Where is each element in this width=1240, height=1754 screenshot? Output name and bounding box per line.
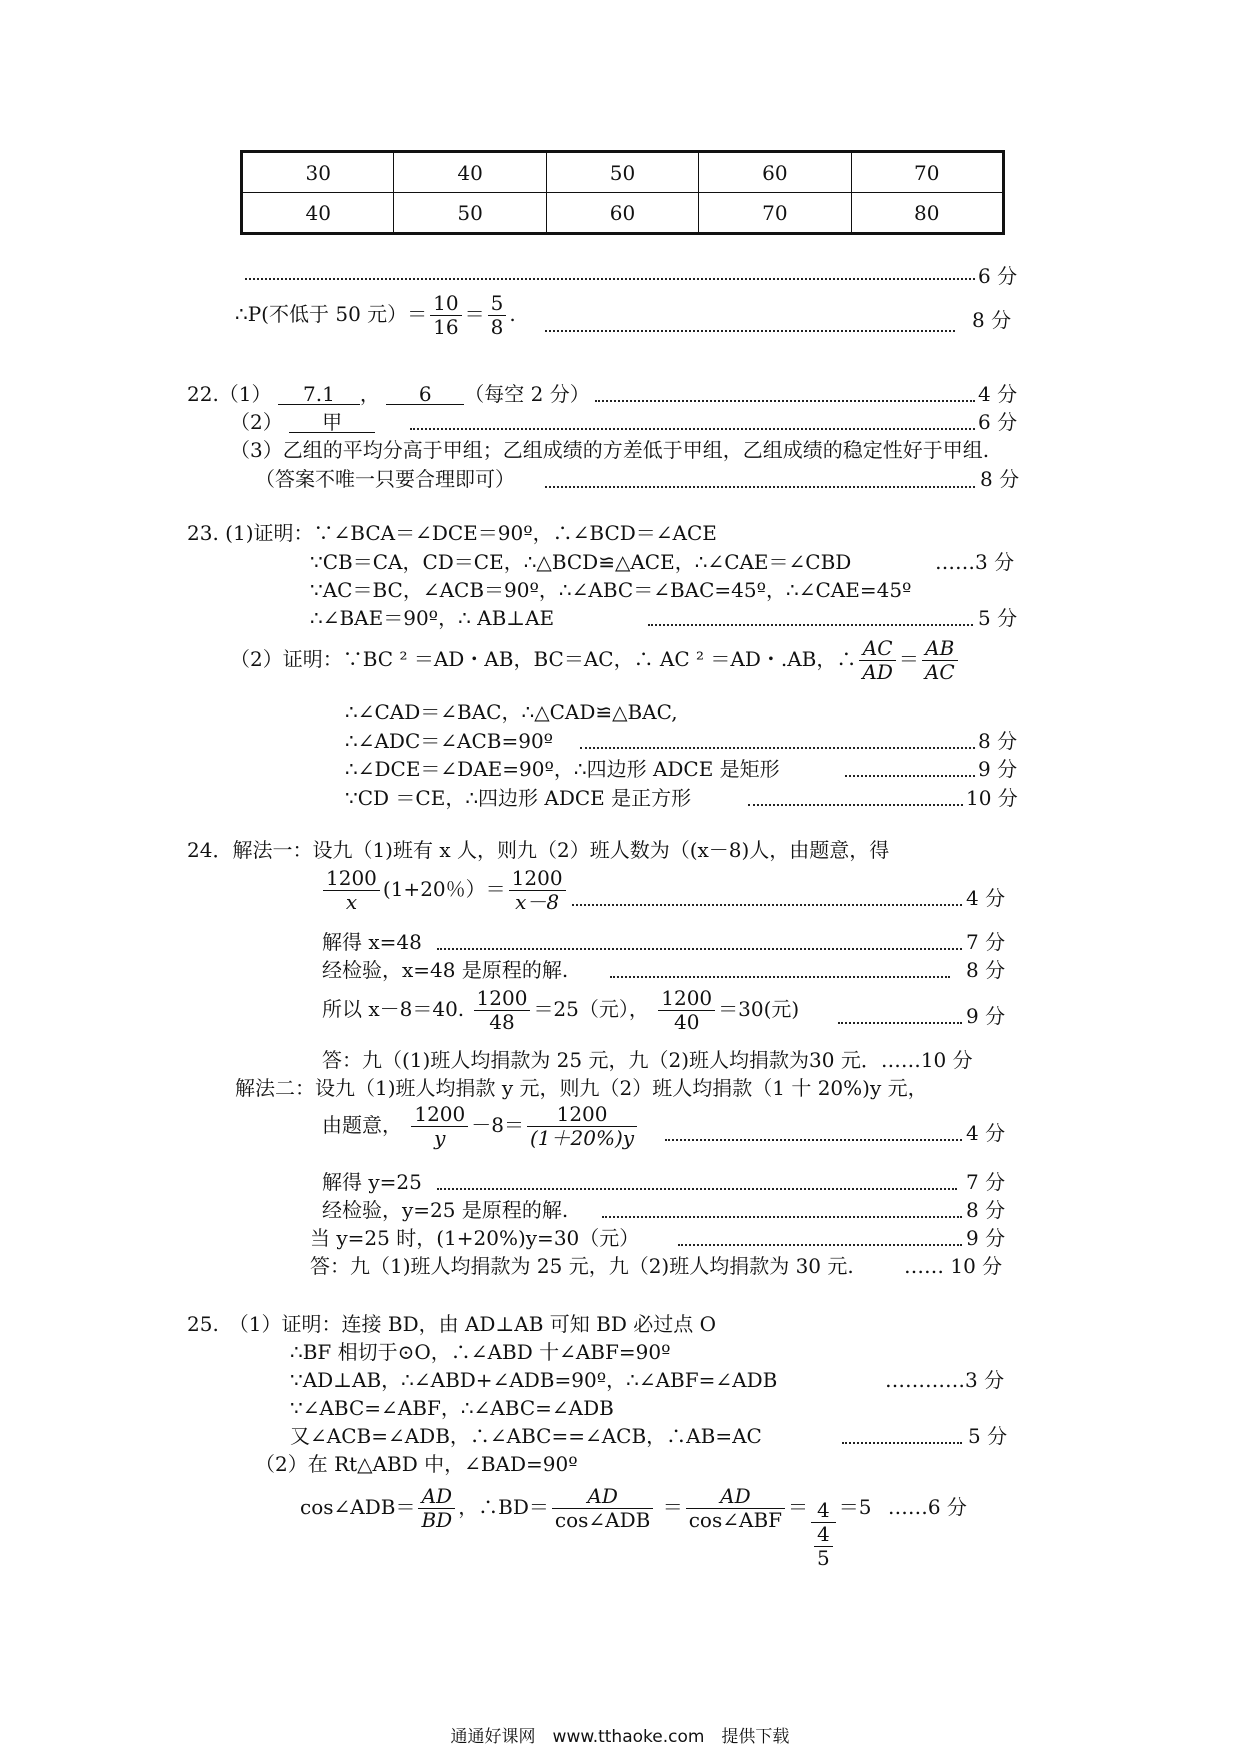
score-label: 7 分 <box>966 1170 1006 1194</box>
answer-blank: 7.1 <box>278 384 360 405</box>
fraction-numerator: 1200 <box>474 987 531 1011</box>
fraction-numerator: 4 <box>814 1523 833 1547</box>
table-cell: 80 <box>851 193 1003 234</box>
fraction <box>418 1485 455 1532</box>
q24-line7: 解法二：设九（1)班人均捐款 y 元，则九（2）班人均捐款（1 十 20%)y 元， <box>235 1076 928 1100</box>
q25-line6: （2）在 Rt△ABD 中，∠BAD=90º <box>255 1452 578 1476</box>
leader-dots <box>602 1216 962 1218</box>
q23-line8: ∴∠DCE＝∠DAE=90º，∴四边形 ADCE 是矩形 <box>345 757 780 781</box>
fraction-denominator: 16 <box>433 315 459 339</box>
fraction <box>552 1485 653 1532</box>
table-cell: 50 <box>394 193 546 234</box>
q24-line11: 当 y=25 时，(1+20%)y=30（元） <box>310 1226 640 1250</box>
footer-text: 通通好课网 www.tthaoke.com 提供下载 <box>450 1727 790 1747</box>
equation-middle: (1+20％）＝ <box>382 877 506 901</box>
leader-dots <box>545 330 955 332</box>
fraction-numerator: 1200 <box>411 1103 468 1127</box>
q24-line4: 经检验，x=48 是原程的解. <box>322 958 569 982</box>
score-label: ……6 分 <box>887 1495 967 1519</box>
part-number: （2） <box>230 410 283 434</box>
table-cell: 70 <box>851 152 1003 193</box>
fraction-denominator: x－8 <box>515 890 560 914</box>
score-label: ……3 分 <box>935 550 1015 574</box>
fraction-numerator: 1200 <box>323 867 380 891</box>
q25-line3: ∵AD⊥AB，∴∠ABD+∠ADB=90º，∴∠ABF=∠ADB <box>290 1368 778 1392</box>
period: . <box>509 302 516 326</box>
q23-part2-line <box>230 637 961 684</box>
q23-line6: ∴∠CAD＝∠BAC，∴△CAD≌△BAC, <box>345 700 678 724</box>
fraction <box>658 987 715 1034</box>
fraction-numerator: 1200 <box>509 867 566 891</box>
q23-line1: 23. (1)证明：∵∠BCA＝∠DCE＝90º，∴∠BCD＝∠ACE <box>187 521 717 545</box>
fraction-denominator: y <box>434 1126 446 1150</box>
equation-middle: ＝25（元）， <box>533 997 649 1021</box>
q23-line7: ∴∠ADC＝∠ACB=90º <box>345 729 554 753</box>
q24-line6: 答：九（(1)班人均捐款为 25 元，九（2)班人均捐款为30 元．……10 分 <box>322 1048 973 1072</box>
q23-line9: ∵CD ＝CE，∴四边形 ADCE 是正方形 <box>345 786 692 810</box>
fraction-denominator: x <box>345 890 358 914</box>
q24-equation1 <box>320 867 569 914</box>
q24-line3: 解得 x=48 <box>322 930 422 954</box>
answer-blank: 6 <box>386 384 464 405</box>
fraction <box>527 1103 637 1150</box>
q25-line5: 又∠ACB=∠ADB，∴∠ABC==∠ACB，∴AB=AC <box>290 1424 762 1448</box>
fraction-numerator: AD <box>720 1484 751 1508</box>
fraction-numerator: 1200 <box>527 1103 637 1127</box>
q23-line3: ∵AC＝BC，∠ACB＝90º，∴∠ABC＝∠BAC=45º，∴∠CAE=45º <box>310 578 912 602</box>
leader-dots <box>748 804 963 806</box>
fraction-denominator <box>811 1523 836 1570</box>
leader-dots <box>610 976 950 978</box>
score-label: 10 分 <box>966 786 1018 810</box>
q24-line9: 解得 y=25 <box>322 1170 422 1194</box>
fraction <box>509 867 566 914</box>
q25-line1: 25. （1）证明：连接 BD，由 AD⊥AB 可知 BD 必过点 O <box>187 1312 716 1336</box>
q25-line7 <box>300 1485 967 1570</box>
fraction-denominator: AD <box>862 660 893 684</box>
q24-line10: 经检验，y=25 是原程的解. <box>322 1198 569 1222</box>
equation-prefix: 所以 x－8＝40. <box>322 997 465 1021</box>
q24-line12: 答：九（1)班人均捐款为 25 元，九（2)班人均捐款为 30 元. <box>310 1254 854 1278</box>
q23-line2: ∵CB＝CA，CD＝CE，∴△BCD≌△ACE，∴∠CAE＝∠CBD <box>310 550 852 574</box>
table-cell: 60 <box>699 152 851 193</box>
score-label: 8 分 <box>980 467 1020 491</box>
equals: ＝ <box>898 647 919 671</box>
leader-dots <box>245 278 975 280</box>
equals: ＝ <box>662 1495 683 1519</box>
q23-line4: ∴∠BAE＝90º，∴ AB⊥AE <box>310 606 555 630</box>
q22-line3: （3）乙组的平均分高于甲组；乙组成绩的方差低于甲组，乙组成绩的稳定性好于甲组. <box>230 438 990 462</box>
q24-line5 <box>322 987 799 1034</box>
score-label: 4 分 <box>978 382 1018 406</box>
leader-dots <box>410 428 975 430</box>
equation-end: ＝5 <box>838 1495 872 1519</box>
fraction-numerator: 4 <box>811 1499 836 1523</box>
leader-dots <box>842 1442 962 1444</box>
fraction-denominator: 48 <box>489 1010 515 1034</box>
answer-table <box>240 150 1005 235</box>
score-label: 9 分 <box>966 1004 1006 1028</box>
probability-line <box>235 292 516 339</box>
q24-line1: 24．解法一：设九（1)班有 x 人，则九（2）班人数为（(x－8)人，由题意，得 <box>187 838 890 862</box>
nested-fraction <box>811 1499 836 1570</box>
fraction-denominator: 5 <box>817 1546 830 1570</box>
table-cell: 50 <box>546 152 698 193</box>
score-label: 6 分 <box>978 264 1018 288</box>
leader-dots <box>648 624 973 626</box>
q24-line8 <box>322 1103 640 1150</box>
fraction-numerator: AB <box>925 636 955 660</box>
answer-blank: 甲 <box>289 412 375 433</box>
fraction <box>411 1103 468 1150</box>
fraction-numerator: AD <box>587 1484 618 1508</box>
leader-dots <box>665 1139 962 1141</box>
leader-dots <box>845 775 975 777</box>
fraction-denominator: 8 <box>490 315 504 339</box>
leader-dots <box>580 747 975 749</box>
fraction <box>488 292 507 339</box>
fraction <box>430 292 461 339</box>
score-label: 4 分 <box>966 1121 1006 1145</box>
q22-line2 <box>230 412 375 433</box>
score-label: 8 分 <box>966 1198 1006 1222</box>
fraction-numerator: AD <box>421 1484 453 1508</box>
score-label: 8 分 <box>978 729 1018 753</box>
q22-line4: （答案不唯一只要合理即可） <box>255 467 515 491</box>
leader-dots <box>595 400 975 402</box>
question-number: 22.（1） <box>187 382 272 406</box>
q25-line4: ∵∠ABC=∠ABF，∴∠ABC=∠ADB <box>290 1396 614 1420</box>
score-label: 7 分 <box>966 930 1006 954</box>
fraction-denominator: 40 <box>673 1010 700 1034</box>
fraction <box>859 637 895 684</box>
fraction <box>686 1485 785 1532</box>
leader-dots <box>572 904 962 906</box>
fraction <box>323 867 380 914</box>
equation-prefix: cos∠ADB＝ <box>300 1495 416 1519</box>
leader-dots <box>545 486 975 488</box>
equation-middle: －8＝ <box>471 1113 524 1137</box>
score-label: 9 分 <box>978 757 1018 781</box>
table-cell: 40 <box>394 152 546 193</box>
equals: ＝ <box>464 302 485 326</box>
fraction-denominator: cos∠ABF <box>688 1508 783 1532</box>
table-row <box>242 152 1004 193</box>
q22-line1 <box>187 384 590 405</box>
fraction-numerator: 5 <box>488 292 507 316</box>
score-label: 9 分 <box>966 1226 1006 1250</box>
score-label: …… 10 分 <box>904 1254 1003 1278</box>
table-cell: 40 <box>242 193 394 234</box>
score-label: 5 分 <box>978 606 1018 630</box>
proof-text: （2）证明：∵BC ² ＝AD・AB，BC＝AC，∴ AC ² ＝AD・.AB，∴ <box>230 647 857 671</box>
equation-end: ＝30(元) <box>718 997 800 1021</box>
table-cell: 60 <box>546 193 698 234</box>
table-cell: 30 <box>242 152 394 193</box>
fraction <box>474 987 531 1034</box>
leader-dots <box>437 1188 957 1190</box>
leader-dots <box>678 1244 962 1246</box>
score-label: 5 分 <box>968 1424 1008 1448</box>
score-label: 6 分 <box>978 410 1018 434</box>
equation-middle: ，∴BD＝ <box>458 1495 549 1519</box>
fraction-denominator: BD <box>421 1508 453 1532</box>
score-label: 8 分 <box>972 308 1012 332</box>
table-row <box>242 193 1004 234</box>
equation-prefix: 由题意， <box>322 1113 402 1137</box>
q25-line2: ∴BF 相切于⊙O，∴∠ABD 十∠ABF=90º <box>290 1340 671 1364</box>
fraction-denominator: AC <box>924 660 955 684</box>
leader-dots <box>437 948 962 950</box>
leader-dots <box>838 1022 962 1024</box>
equals: ＝ <box>788 1495 809 1519</box>
fraction-denominator: cos∠ADB <box>554 1508 651 1532</box>
fraction-numerator: 10 <box>430 292 461 316</box>
fraction-numerator: AC <box>862 636 893 660</box>
comma: ， <box>359 382 380 406</box>
probability-lhs: ∴P(不低于 50 元）＝ <box>235 302 428 326</box>
score-label: 4 分 <box>966 886 1006 910</box>
score-label: 8 分 <box>966 958 1006 982</box>
fraction <box>922 637 958 684</box>
score-label: …………3 分 <box>885 1368 1005 1392</box>
fraction-numerator: 1200 <box>658 987 715 1011</box>
fraction-denominator: (1＋20%)y <box>530 1126 635 1150</box>
note-text: （每空 2 分） <box>464 382 590 406</box>
table-cell: 70 <box>699 193 851 234</box>
